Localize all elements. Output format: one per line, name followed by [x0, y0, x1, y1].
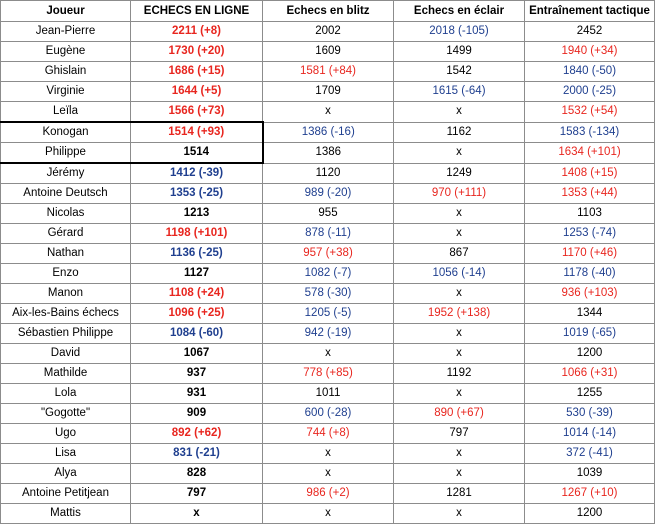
cell-online-chess: 831 (-21) — [131, 444, 263, 464]
cell-blitz: 1581 (+84) — [263, 62, 394, 82]
cell-tactics: 2452 — [525, 22, 655, 42]
cell-lightning: 970 (+111) — [394, 184, 525, 204]
cell-tactics: 1408 (+15) — [525, 163, 655, 184]
cell-blitz: 942 (-19) — [263, 324, 394, 344]
cell-lightning: x — [394, 284, 525, 304]
cell-player-name: Jérémy — [1, 163, 131, 184]
cell-player-name: Alya — [1, 464, 131, 484]
cell-tactics: 1634 (+101) — [525, 143, 655, 164]
cell-lightning: x — [394, 504, 525, 524]
cell-online-chess: 1644 (+5) — [131, 82, 263, 102]
cell-blitz: 1011 — [263, 384, 394, 404]
table-row — [1, 324, 655, 344]
cell-online-chess: 892 (+62) — [131, 424, 263, 444]
cell-lightning: x — [394, 464, 525, 484]
cell-player-name: Lola — [1, 384, 131, 404]
cell-tactics: 1532 (+54) — [525, 102, 655, 123]
cell-tactics: 1253 (-74) — [525, 224, 655, 244]
cell-lightning: 1615 (-64) — [394, 82, 525, 102]
cell-player-name: Ghislain — [1, 62, 131, 82]
cell-player-name: Lisa — [1, 444, 131, 464]
cell-lightning: x — [394, 344, 525, 364]
cell-lightning: 1056 (-14) — [394, 264, 525, 284]
cell-lightning: 1952 (+138) — [394, 304, 525, 324]
cell-blitz: 878 (-11) — [263, 224, 394, 244]
table-row — [1, 504, 655, 524]
cell-lightning: x — [394, 143, 525, 164]
table-row — [1, 102, 655, 123]
cell-lightning: 797 — [394, 424, 525, 444]
table-row — [1, 204, 655, 224]
cell-player-name: Antoine Petitjean — [1, 484, 131, 504]
table-row — [1, 364, 655, 384]
table-row — [1, 62, 655, 82]
cell-online-chess: 1514 — [131, 143, 263, 164]
cell-online-chess: 909 — [131, 404, 263, 424]
cell-blitz: 1609 — [263, 42, 394, 62]
cell-blitz: x — [263, 344, 394, 364]
cell-player-name: Philippe — [1, 143, 131, 164]
cell-lightning: x — [394, 324, 525, 344]
cell-online-chess: 1096 (+25) — [131, 304, 263, 324]
cell-tactics: 1940 (+34) — [525, 42, 655, 62]
cell-player-name: Gérard — [1, 224, 131, 244]
cell-lightning: 890 (+67) — [394, 404, 525, 424]
cell-online-chess: 1353 (-25) — [131, 184, 263, 204]
cell-lightning: 1281 — [394, 484, 525, 504]
cell-lightning: x — [394, 204, 525, 224]
cell-online-chess: 1412 (-39) — [131, 163, 263, 184]
cell-lightning: 1162 — [394, 122, 525, 143]
cell-tactics: 1200 — [525, 504, 655, 524]
cell-online-chess: 1127 — [131, 264, 263, 284]
table-row — [1, 122, 655, 143]
table-row — [1, 244, 655, 264]
cell-player-name: Manon — [1, 284, 131, 304]
table-row — [1, 143, 655, 164]
cell-blitz: 989 (-20) — [263, 184, 394, 204]
cell-player-name: Nicolas — [1, 204, 131, 224]
cell-tactics: 1583 (-134) — [525, 122, 655, 143]
cell-lightning: 1192 — [394, 364, 525, 384]
table-row — [1, 22, 655, 42]
cell-player-name: Mattis — [1, 504, 131, 524]
table-row — [1, 264, 655, 284]
cell-tactics: 1267 (+10) — [525, 484, 655, 504]
table-row — [1, 42, 655, 62]
cell-player-name: Leïla — [1, 102, 131, 123]
table-row — [1, 163, 655, 184]
cell-tactics: 1840 (-50) — [525, 62, 655, 82]
cell-online-chess: 937 — [131, 364, 263, 384]
cell-online-chess: 797 — [131, 484, 263, 504]
cell-blitz: x — [263, 464, 394, 484]
cell-blitz: 578 (-30) — [263, 284, 394, 304]
cell-online-chess: 1067 — [131, 344, 263, 364]
cell-player-name: Ugo — [1, 424, 131, 444]
cell-blitz: x — [263, 102, 394, 123]
cell-lightning: 1499 — [394, 42, 525, 62]
cell-tactics: 1103 — [525, 204, 655, 224]
cell-online-chess: 2211 (+8) — [131, 22, 263, 42]
cell-lightning: x — [394, 384, 525, 404]
header-tactics: Entraînement tactique — [525, 1, 655, 22]
cell-tactics: 372 (-41) — [525, 444, 655, 464]
cell-lightning: x — [394, 102, 525, 123]
cell-online-chess: 1566 (+73) — [131, 102, 263, 123]
cell-online-chess: 1136 (-25) — [131, 244, 263, 264]
cell-player-name: Aix-les-Bains échecs — [1, 304, 131, 324]
cell-tactics: 1178 (-40) — [525, 264, 655, 284]
cell-online-chess: 1730 (+20) — [131, 42, 263, 62]
cell-tactics: 2000 (-25) — [525, 82, 655, 102]
cell-tactics: 936 (+103) — [525, 284, 655, 304]
cell-blitz: x — [263, 504, 394, 524]
cell-lightning: 1249 — [394, 163, 525, 184]
cell-online-chess: 1198 (+101) — [131, 224, 263, 244]
cell-lightning: 867 — [394, 244, 525, 264]
cell-tactics: 1014 (-14) — [525, 424, 655, 444]
table-row — [1, 344, 655, 364]
table-row — [1, 284, 655, 304]
cell-player-name: Antoine Deutsch — [1, 184, 131, 204]
cell-online-chess: 1686 (+15) — [131, 62, 263, 82]
cell-player-name: Sébastien Philippe — [1, 324, 131, 344]
header-blitz: Echecs en blitz — [263, 1, 394, 22]
cell-blitz: 744 (+8) — [263, 424, 394, 444]
cell-tactics: 530 (-39) — [525, 404, 655, 424]
cell-tactics: 1066 (+31) — [525, 364, 655, 384]
header-row — [1, 1, 655, 22]
header-online-chess: ECHECS EN LIGNE — [131, 1, 263, 22]
cell-blitz: 2002 — [263, 22, 394, 42]
header-lightning: Echecs en éclair — [394, 1, 525, 22]
cell-player-name: Enzo — [1, 264, 131, 284]
table-row — [1, 82, 655, 102]
table-row — [1, 424, 655, 444]
table-row — [1, 444, 655, 464]
cell-player-name: Eugène — [1, 42, 131, 62]
cell-online-chess: 1108 (+24) — [131, 284, 263, 304]
cell-blitz: 986 (+2) — [263, 484, 394, 504]
table-body — [1, 22, 655, 524]
table-row — [1, 404, 655, 424]
cell-lightning: 1542 — [394, 62, 525, 82]
cell-blitz: 1709 — [263, 82, 394, 102]
cell-tactics: 1019 (-65) — [525, 324, 655, 344]
cell-online-chess: 1514 (+93) — [131, 122, 263, 143]
table-row — [1, 464, 655, 484]
cell-lightning: x — [394, 224, 525, 244]
cell-blitz: x — [263, 444, 394, 464]
cell-blitz: 1082 (-7) — [263, 264, 394, 284]
cell-online-chess: 1084 (-60) — [131, 324, 263, 344]
cell-tactics: 1344 — [525, 304, 655, 324]
table-row — [1, 304, 655, 324]
cell-tactics: 1200 — [525, 344, 655, 364]
table-row — [1, 384, 655, 404]
cell-player-name: Jean-Pierre — [1, 22, 131, 42]
cell-player-name: Virginie — [1, 82, 131, 102]
cell-blitz: 955 — [263, 204, 394, 224]
cell-lightning: x — [394, 444, 525, 464]
cell-online-chess: 931 — [131, 384, 263, 404]
table-row — [1, 484, 655, 504]
cell-blitz: 1120 — [263, 163, 394, 184]
cell-blitz: 600 (-28) — [263, 404, 394, 424]
cell-player-name: "Gogotte" — [1, 404, 131, 424]
cell-tactics: 1353 (+44) — [525, 184, 655, 204]
cell-player-name: David — [1, 344, 131, 364]
cell-blitz: 1386 (-16) — [263, 122, 394, 143]
cell-online-chess: x — [131, 504, 263, 524]
cell-tactics: 1039 — [525, 464, 655, 484]
cell-player-name: Mathilde — [1, 364, 131, 384]
cell-online-chess: 1213 — [131, 204, 263, 224]
cell-tactics: 1170 (+46) — [525, 244, 655, 264]
cell-blitz: 1386 — [263, 143, 394, 164]
cell-player-name: Nathan — [1, 244, 131, 264]
cell-blitz: 778 (+85) — [263, 364, 394, 384]
table-row — [1, 184, 655, 204]
table-row — [1, 224, 655, 244]
cell-player-name: Konogan — [1, 122, 131, 143]
cell-blitz: 957 (+38) — [263, 244, 394, 264]
cell-online-chess: 828 — [131, 464, 263, 484]
cell-blitz: 1205 (-5) — [263, 304, 394, 324]
cell-tactics: 1255 — [525, 384, 655, 404]
cell-lightning: 2018 (-105) — [394, 22, 525, 42]
header-player: Joueur — [1, 1, 131, 22]
